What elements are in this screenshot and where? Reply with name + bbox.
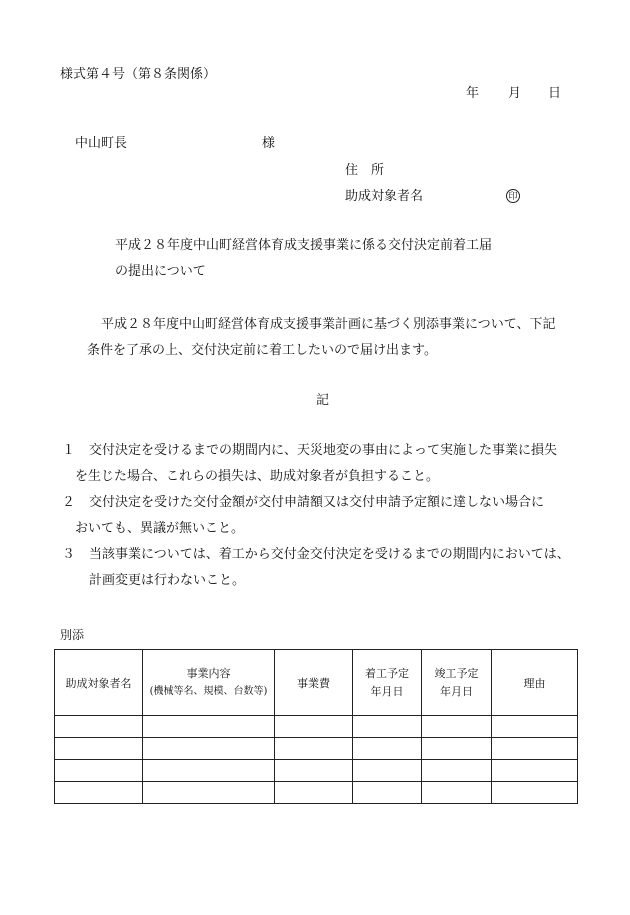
body-line-1: 平成２８年度中山町経営体育成支援事業計画に基づく別添事業について、下記 [101, 317, 556, 332]
table-cell[interactable] [492, 738, 578, 760]
date-year-label: 年 [466, 86, 480, 101]
table-cell[interactable] [492, 716, 578, 738]
table-cell[interactable] [422, 738, 492, 760]
attachment-table [54, 649, 578, 804]
seal-mark: 印 [506, 189, 520, 203]
header-reason: 理由 [492, 650, 578, 716]
table-cell[interactable] [422, 782, 492, 804]
table-cell[interactable] [143, 782, 275, 804]
attachment-label: 別添 [60, 628, 85, 642]
header-content-main: 事業内容 [186, 666, 231, 680]
condition-2-number: ２ [62, 495, 76, 510]
ki-heading: 記 [316, 393, 330, 408]
header-completion-date [422, 650, 492, 716]
table-cell[interactable] [55, 738, 143, 760]
condition-3-number: ３ [62, 547, 76, 562]
title-line-2: の提出について [115, 264, 206, 279]
form-number: 様式第４号（第８条関係） [60, 67, 217, 82]
table-cell[interactable] [143, 760, 275, 782]
header-end-line-2: 年月日 [440, 684, 473, 698]
header-start-line-1: 着工予定 [365, 666, 409, 680]
table-cell[interactable] [275, 738, 353, 760]
condition-1-line-2: を生じた場合、これらの損失は、助成対象者が負担すること。 [75, 469, 440, 484]
table-cell[interactable] [275, 716, 353, 738]
header-project-cost: 事業費 [275, 650, 353, 716]
table-cell[interactable] [353, 716, 422, 738]
table-cell[interactable] [353, 760, 422, 782]
address-label: 住 所 [345, 163, 385, 178]
table-header-row [55, 650, 578, 716]
table-cell[interactable] [55, 782, 143, 804]
condition-2-line-2: おいても、異議が無いこと。 [75, 521, 245, 536]
table-cell[interactable] [275, 782, 353, 804]
header-end-line-1: 竣工予定 [434, 666, 479, 680]
addressee-honorific: 様 [262, 136, 276, 151]
date-month-label: 月 [508, 86, 522, 101]
header-start-line-2: 年月日 [370, 684, 404, 698]
condition-2-line-1: 交付決定を受けた交付金額が交付申請額又は交付申請予定額に達しない場合に [89, 495, 545, 510]
header-project-content [143, 650, 275, 716]
table-cell[interactable] [492, 782, 578, 804]
applicant-name-label: 助成対象者名 [345, 189, 424, 204]
addressee-name: 中山町長 [75, 136, 128, 151]
header-applicant-name: 助成対象者名 [55, 650, 143, 716]
table-row [55, 782, 578, 804]
table-row [55, 738, 578, 760]
table-cell[interactable] [55, 760, 143, 782]
condition-3-line-1: 当該事業については、着工から交付金交付決定を受けるまでの期間内においては、 [89, 547, 570, 562]
table-cell[interactable] [422, 760, 492, 782]
body-line-2: 条件を了承の上、交付決定前に着工したいので届け出ます。 [87, 343, 437, 358]
condition-1-line-1: 交付決定を受けるまでの期間内に、天災地変の事由によって実施した事業に損失 [89, 443, 558, 458]
table-cell[interactable] [492, 760, 578, 782]
table-cell[interactable] [353, 782, 422, 804]
table-cell[interactable] [353, 738, 422, 760]
condition-1-number: １ [62, 443, 76, 458]
header-start-date [353, 650, 422, 716]
table-row [55, 760, 578, 782]
title-line-1: 平成２８年度中山町経営体育成支援事業に係る交付決定前着工届 [115, 238, 493, 253]
table-row [55, 716, 578, 738]
table-cell[interactable] [143, 738, 275, 760]
date-day-label: 日 [548, 86, 562, 101]
table-cell[interactable] [55, 716, 143, 738]
table-cell[interactable] [422, 716, 492, 738]
header-content-note: (機械等名、規模、台数等) [149, 685, 268, 697]
condition-3-line-2: 計画変更は行わないこと。 [89, 573, 246, 588]
table-cell[interactable] [275, 760, 353, 782]
table-cell[interactable] [143, 716, 275, 738]
